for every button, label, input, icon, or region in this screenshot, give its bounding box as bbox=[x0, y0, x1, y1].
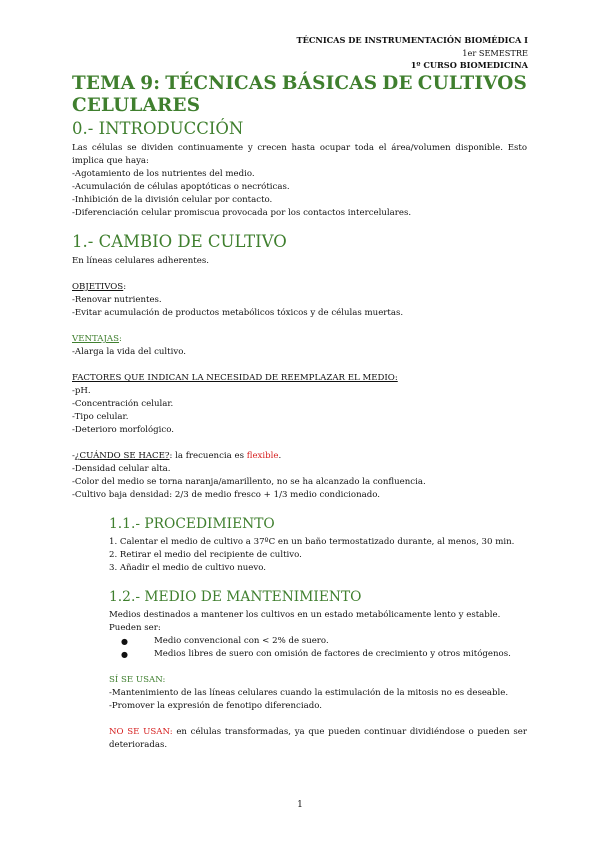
si-se-usan-label: SÍ SE USAN: bbox=[109, 675, 166, 685]
title-word: TEMA bbox=[72, 73, 136, 94]
page-number: 1 bbox=[297, 800, 303, 810]
bullet-item: ● Medios libres de suero con omisión de factores de crecimiento y otros mitógenos. bbox=[121, 648, 527, 661]
page-title bbox=[72, 73, 527, 117]
list-item: -Promover la expresión de fenotipo diferenciado. bbox=[109, 701, 322, 711]
header-degree: 1º CURSO BIOMEDICINA bbox=[410, 60, 528, 70]
factores-label: FACTORES QUE INDICAN LA NECESIDAD DE REEMPLAZAR EL MEDIO: bbox=[72, 373, 398, 383]
document-body bbox=[72, 73, 527, 752]
intro-paragraph: Las células se dividen continuamente y crecen hasta ocupar toda el área/volumen disponible. Esto implica que haya: bbox=[72, 143, 527, 166]
title-word: 9: bbox=[140, 73, 161, 94]
list-item: -Evitar acumulación de productos metabólicos tóxicos y de células muertas. bbox=[72, 308, 404, 318]
header-semester: 1er SEMESTRE bbox=[462, 47, 528, 58]
title-word: BÁSICAS bbox=[281, 73, 378, 94]
list-item: -Alarga la vida del cultivo. bbox=[72, 347, 186, 357]
list-item: 1. Calentar el medio de cultivo a 37ºC en un baño termostatizado durante, al menos, 30 min. bbox=[109, 537, 515, 547]
no-se-usan-paragraph: NO SE USAN: en células transformadas, ya que pueden continuar dividiéndose o pueden ser deterioradas. bbox=[109, 727, 527, 750]
bullet-item: ● Medio convencional con < 2% de suero. bbox=[121, 635, 527, 648]
list-item: -Inhibición de la división celular por contacto. bbox=[72, 195, 273, 205]
list-item: -Color del medio se torna naranja/amarillento, no se ha alcanzado la confluencia. bbox=[72, 477, 426, 487]
title-line-2: CELULARES bbox=[72, 95, 201, 116]
cuando-label: ¿CUÁNDO SE HACE? bbox=[74, 451, 170, 461]
list-item: -pH. bbox=[72, 386, 91, 396]
title-word: TÉCNICAS bbox=[165, 73, 277, 94]
section1-paragraph: En líneas celulares adherentes. bbox=[72, 256, 209, 266]
cuando-line: -¿CUÁNDO SE HACE?: la frecuencia es flexible. bbox=[72, 451, 282, 461]
objetivos-label: OBJETIVOS: bbox=[72, 282, 127, 292]
list-item: -Mantenimiento de las líneas celulares cuando la estimulación de la mitosis no es deseable. bbox=[109, 688, 509, 698]
list-item: -Deterioro morfológico. bbox=[72, 425, 174, 435]
list-item: -Tipo celular. bbox=[72, 412, 129, 422]
ventajas-label: VENTAJAS: bbox=[72, 334, 122, 344]
heading-introduccion: 0.- INTRODUCCIÓN bbox=[72, 119, 244, 138]
procedimiento-block bbox=[109, 515, 527, 575]
list-item: -Renovar nutrientes. bbox=[72, 295, 162, 305]
title-word: CULTIVOS bbox=[417, 73, 527, 94]
list-item: 3. Añadir el medio de cultivo nuevo. bbox=[109, 563, 266, 573]
heading-medio-mantenimiento: 1.2.- MEDIO DE MANTENIMIENTO bbox=[109, 589, 362, 605]
bullet-list bbox=[121, 635, 527, 661]
list-item: -Diferenciación celular promiscua provocada por los contactos intercelulares. bbox=[72, 208, 412, 218]
flexible-highlight: flexible bbox=[246, 451, 279, 461]
mantenimiento-block bbox=[109, 588, 527, 752]
list-item: 2. Retirar el medio del recipiente de cultivo. bbox=[109, 550, 302, 560]
list-item: -Acumulación de células apoptóticas o necróticas. bbox=[72, 182, 290, 192]
list-item: -Densidad celular alta. bbox=[72, 464, 171, 474]
mantenimiento-paragraph: Medios destinados a mantener los cultivos en un estado metabólicamente lento y estable. Pueden ser: bbox=[109, 610, 501, 633]
document-header bbox=[296, 34, 528, 72]
list-item: -Cultivo baja densidad: 2/3 de medio fresco + 1/3 medio condicionado. bbox=[72, 490, 380, 500]
header-course-title: TÉCNICAS DE INSTRUMENTACIÓN BIOMÉDICA I bbox=[296, 35, 528, 45]
no-se-usan-label: NO SE USAN: bbox=[109, 727, 173, 737]
heading-cambio-cultivo: 1.- CAMBIO DE CULTIVO bbox=[72, 232, 287, 251]
title-word: DE bbox=[382, 73, 413, 94]
list-item: -Agotamiento de los nutrientes del medio. bbox=[72, 169, 255, 179]
list-item: -Concentración celular. bbox=[72, 399, 174, 409]
heading-procedimiento: 1.1.- PROCEDIMIENTO bbox=[109, 516, 275, 532]
